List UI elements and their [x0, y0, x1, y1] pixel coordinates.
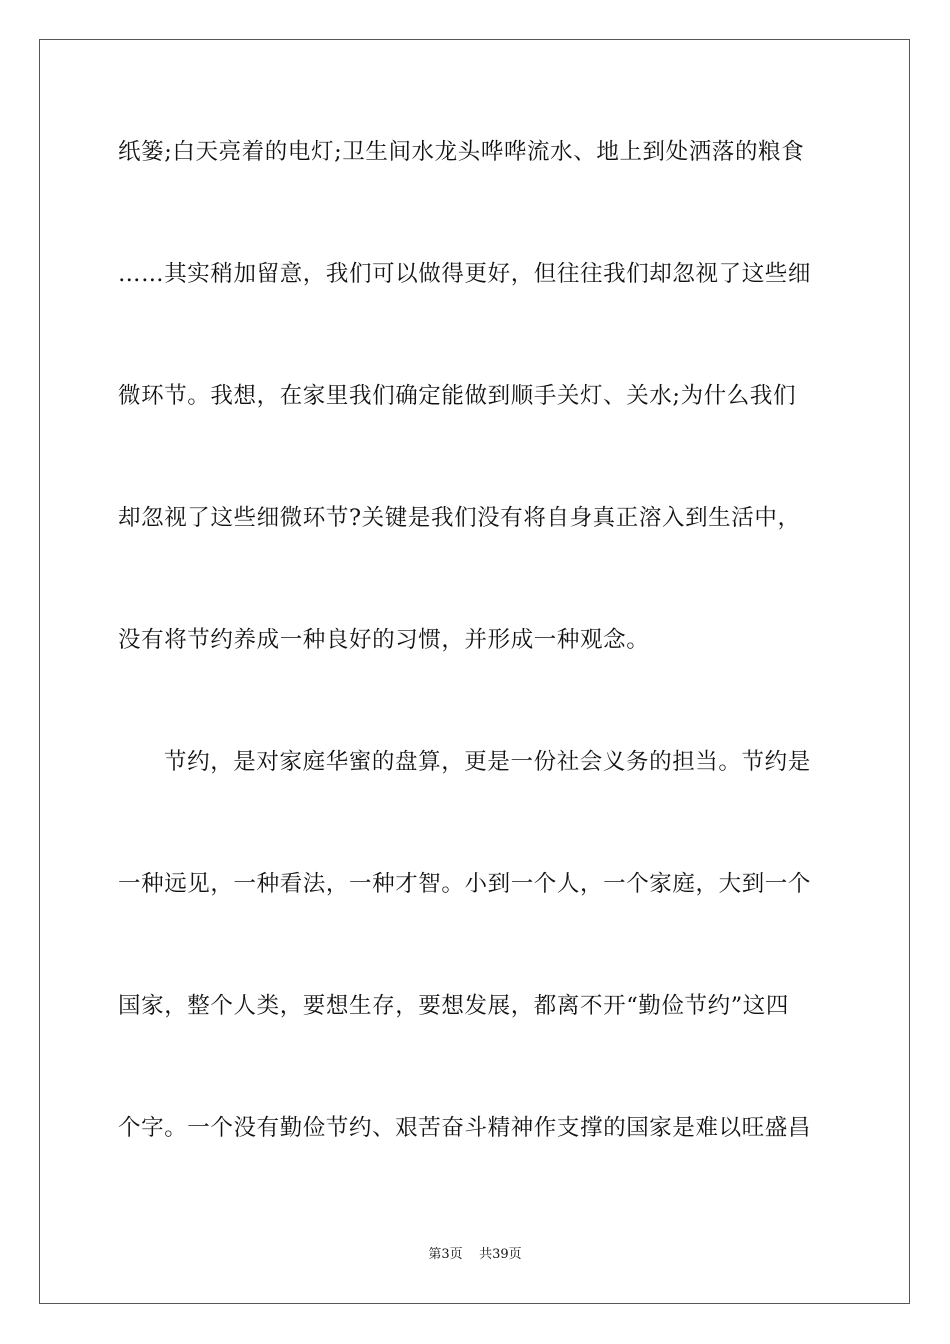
paragraph-start-line: 节约，是对家庭华蜜的盘算，更是一份社会义务的担当。节约是	[164, 749, 811, 775]
page-number: 第3页	[428, 1247, 463, 1262]
text-line: 纸篓;白天亮着的电灯;卫生间水龙头哗哗流水、地上到处洒落的粮食	[118, 139, 805, 165]
total-pages: 共39页	[479, 1247, 522, 1262]
text-line: 一种远见，一种看法，一种才智。小到一个人，一个家庭，大到一个	[118, 871, 812, 897]
text-line: 却忽视了这些细微环节?关键是我们没有将自身真正溶入到生活中，	[118, 505, 801, 531]
text-line: 没有将节约养成一种良好的习惯，并形成一种观念。	[118, 627, 650, 653]
text-line: 国家，整个人类，要想生存，要想发展，都离不开“勤俭节约”这四	[118, 993, 790, 1019]
text-line: 微环节。我想，在家里我们确定能做到顺手关灯、关水;为什么我们	[118, 383, 797, 409]
page-footer	[0, 1247, 950, 1263]
text-line: 个字。一个没有勤俭节约、艰苦奋斗精神作支撑的国家是难以旺盛昌	[118, 1115, 812, 1141]
text-line: ……其实稍加留意，我们可以做得更好，但往往我们却忽视了这些细	[118, 261, 812, 287]
